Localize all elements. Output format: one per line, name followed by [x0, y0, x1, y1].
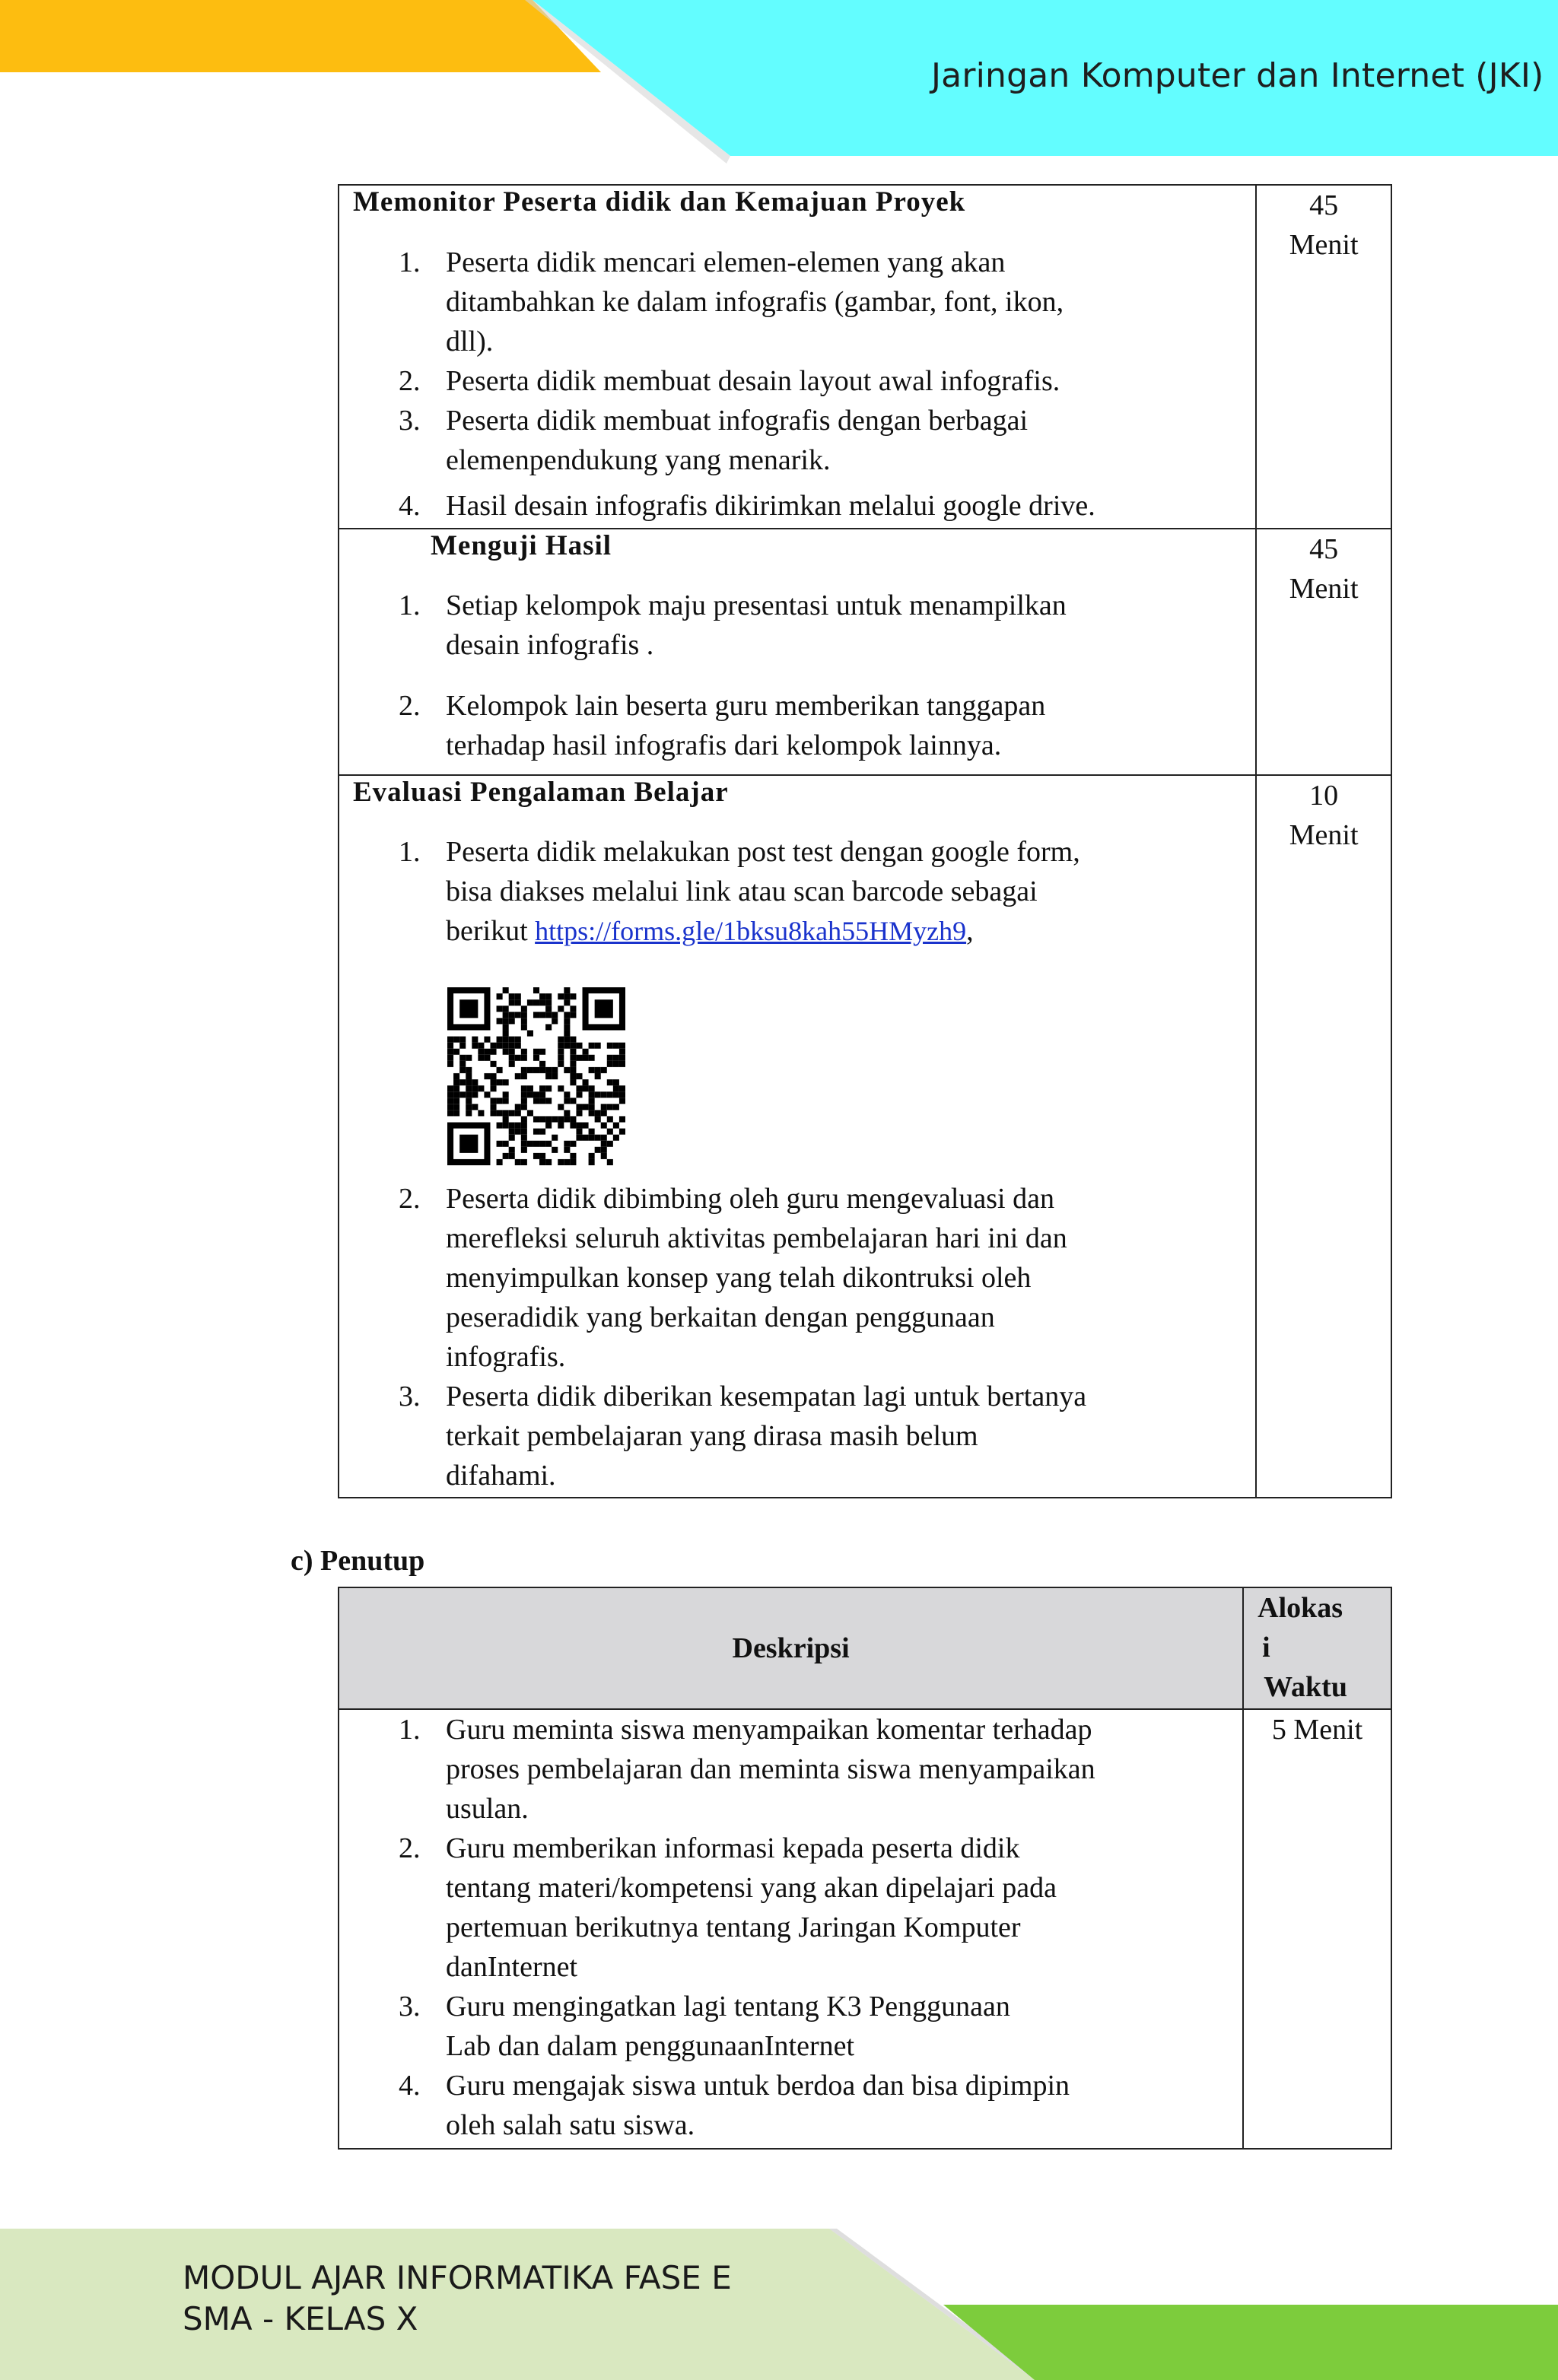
footer-lightgreen-band: [0, 2229, 1035, 2380]
table-row: [339, 529, 1391, 775]
list-item: 4. Hasil desain infografis dikirimkan melalui google drive.: [399, 490, 1095, 522]
row-description: [339, 1709, 1243, 2149]
table-row: [339, 1709, 1391, 2149]
row-title: Memonitor Peserta didik dan Kemajuan Proyek: [353, 186, 966, 218]
row-description: [339, 775, 1256, 1498]
list-item: 3. Peserta didik diberikan kesempatan lagi untuk bertanya terkait pembelajaran yang dirasa masih belum difahami.: [399, 1381, 1087, 1492]
row-description: [339, 185, 1256, 529]
row-list: [399, 243, 1252, 526]
row-list: [399, 586, 1252, 765]
qr-code-icon[interactable]: [447, 987, 625, 1165]
row-time: 10 Menit: [1256, 775, 1391, 1498]
row-description: [339, 529, 1256, 775]
list-item: 1. Guru meminta siswa menyampaikan komentar terhadap proses pembelajaran dan meminta siswa menyampaikan usulan.: [399, 1714, 1095, 1825]
list-item: 1. Setiap kelompok maju presentasi untuk menampilkan desain infografis .: [399, 589, 1067, 661]
row-title: Evaluasi Pengalaman Belajar: [353, 777, 729, 808]
list-item: 1. Peserta didik melakukan post test dengan google form, bisa diakses melalui link atau scan barcode sebagai berikut https://forms.gle/1bksu8kah55HMyzh9,: [399, 836, 1080, 947]
header-title: Jaringan Komputer dan Internet (JKI): [931, 56, 1544, 95]
footer-green-band: [943, 2305, 1558, 2380]
column-header-alokasi-waktu: Alokas i Waktu: [1243, 1587, 1391, 1709]
list-item: 3. Peserta didik membuat infografis dengan berbagai elemenpendukung yang menarik.: [399, 405, 1029, 476]
list-item: 4. Guru mengajak siswa untuk berdoa dan bisa dipimpin oleh salah satu siswa.: [399, 2070, 1070, 2141]
list-item: 2. Guru memberikan informasi kepada peserta didik tentang materi/kompetensi yang akan dipelajari pada pertemuan berikutnya tentang Jaringan Komputer danInternet: [399, 1832, 1057, 1983]
row-list: [399, 1710, 1252, 2145]
row-list: [399, 1179, 1252, 1495]
activity-table: [338, 184, 1392, 1498]
table-row: [339, 185, 1391, 529]
row-title: Menguji Hasil: [431, 530, 612, 561]
list-item: 2. Kelompok lain beserta guru memberikan tanggapan terhadap hasil infografis dari kelompok lainnya.: [399, 690, 1046, 761]
row-time: 45 Menit: [1256, 185, 1391, 529]
list-item: 2. Peserta didik membuat desain layout awal infografis.: [399, 365, 1060, 397]
footer-line-2: SMA - KELAS X: [183, 2300, 418, 2337]
row-time: 45 Menit: [1256, 529, 1391, 775]
section-label-penutup: c) Penutup: [291, 1545, 425, 1577]
list-item: 1. Peserta didik mencari elemen-elemen yang akan ditambahkan ke dalam infografis (gambar, font, ikon, dll).: [399, 246, 1064, 357]
row-list: [399, 832, 1252, 951]
table-row: [339, 775, 1391, 1498]
row-time: 5 Menit: [1243, 1709, 1391, 2149]
penutup-table: [338, 1587, 1392, 2150]
post-test-link[interactable]: https://forms.gle/1bksu8kah55HMyzh9: [535, 916, 967, 946]
list-item: 2. Peserta didik dibimbing oleh guru mengevaluasi dan merefleksi seluruh aktivitas pembelajaran hari ini dan menyimpulkan konsep yang telah dikontruksi oleh peseradidik yang berkaitan dengan penggunaan infografis.: [399, 1183, 1067, 1373]
table-header-row: [339, 1587, 1391, 1709]
footer-line-1: MODUL AJAR INFORMATIKA FASE E: [183, 2259, 732, 2296]
header-orange-band: [0, 0, 601, 72]
list-item: 3. Guru mengingatkan lagi tentang K3 Penggunaan Lab dan dalam penggunaanInternet: [399, 1991, 1010, 2062]
column-header-deskripsi: Deskripsi: [339, 1587, 1243, 1709]
